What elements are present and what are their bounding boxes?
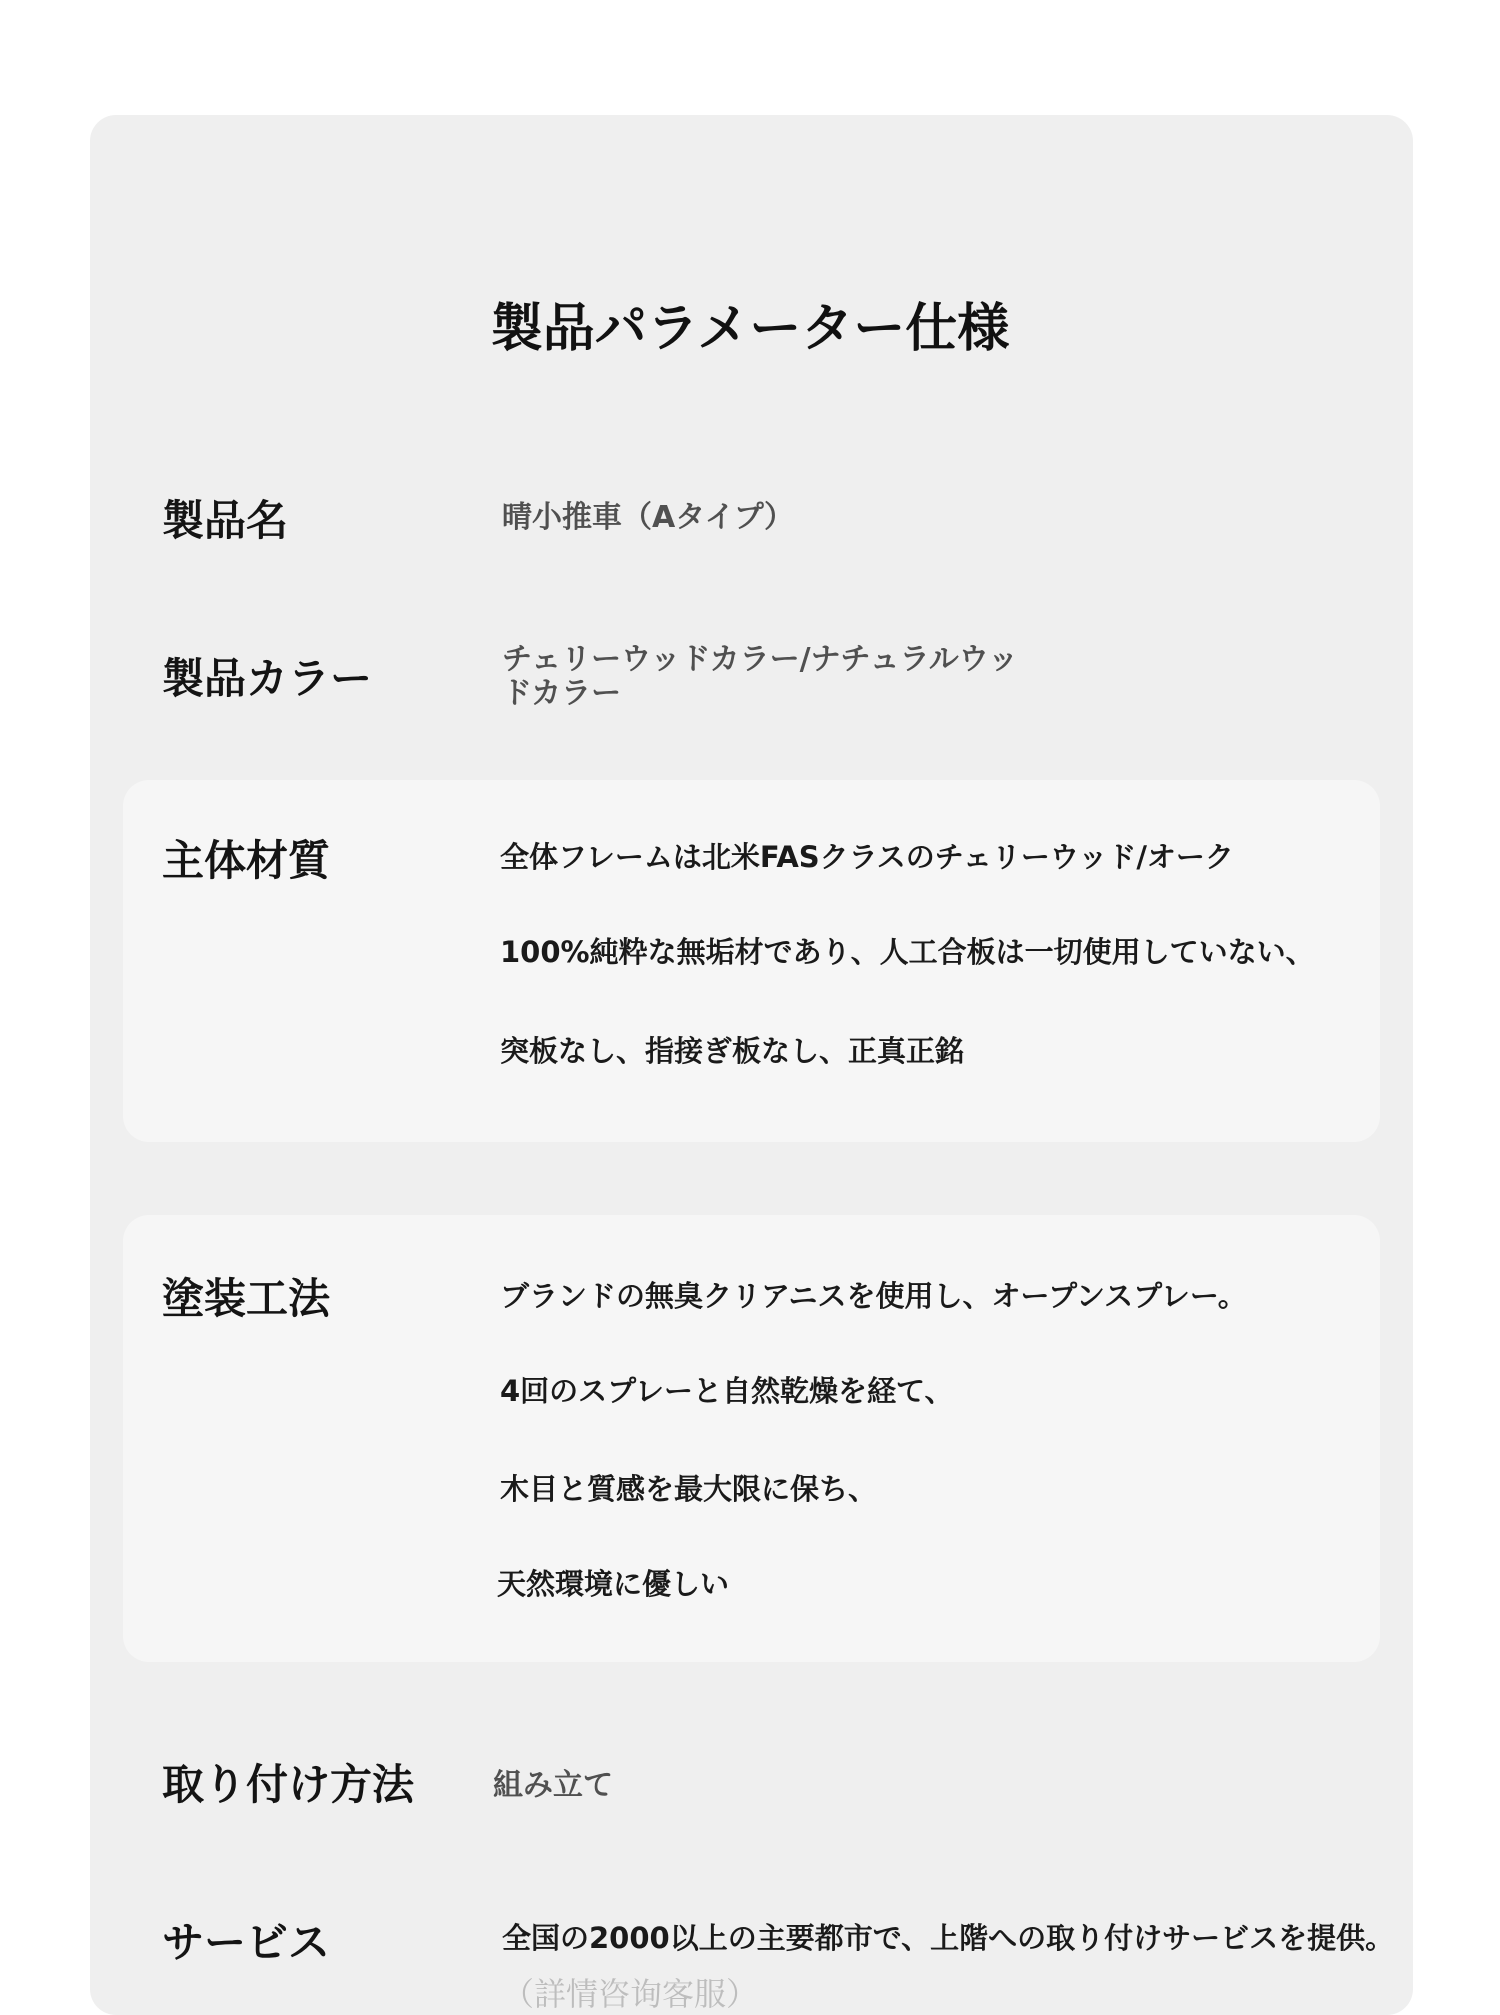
service-label: サービス <box>162 1918 331 1967</box>
service-value: 全国の2000以上の主要都市で、上階への取り付けサービスを提供。 <box>502 1921 1395 1955</box>
coating-line: ブランドの無臭クリアニスを使用し、オープンスプレー。 <box>500 1279 1247 1313</box>
coating-line: 天然環境に優しい <box>497 1567 730 1601</box>
product-name-label: 製品名 <box>162 496 289 545</box>
installation-value: 組み立て <box>493 1768 613 1803</box>
product-color-label: 製品カラー <box>162 654 373 703</box>
coating-line: 木目と質感を最大限に保ち、 <box>500 1472 878 1506</box>
material-line: 突板なし、指接ぎ板なし、正真正銘 <box>500 1034 965 1068</box>
product-name-value: 晴小推車（Aタイプ） <box>502 500 795 535</box>
material-line: 100%純粋な無垢材であり、人工合板は一切使用していない、 <box>500 935 1315 969</box>
coating-line: 4回のスプレーと自然乾燥を経て、 <box>500 1374 954 1408</box>
material-line: 全体フレームは北米FASクラスのチェリーウッド/オーク <box>500 840 1234 874</box>
product-color-value-line1: チェリーウッドカラー/ナチュラルウッ <box>502 642 1019 677</box>
page-title: 製品パラメーター仕様 <box>490 299 1010 359</box>
product-color-value-line2: ドカラー <box>502 676 622 711</box>
service-note: （詳情咨询客服） <box>502 1975 759 2013</box>
installation-label: 取り付け方法 <box>162 1760 415 1809</box>
coating-label: 塗装工法 <box>162 1274 331 1323</box>
material-label: 主体材質 <box>162 836 331 885</box>
